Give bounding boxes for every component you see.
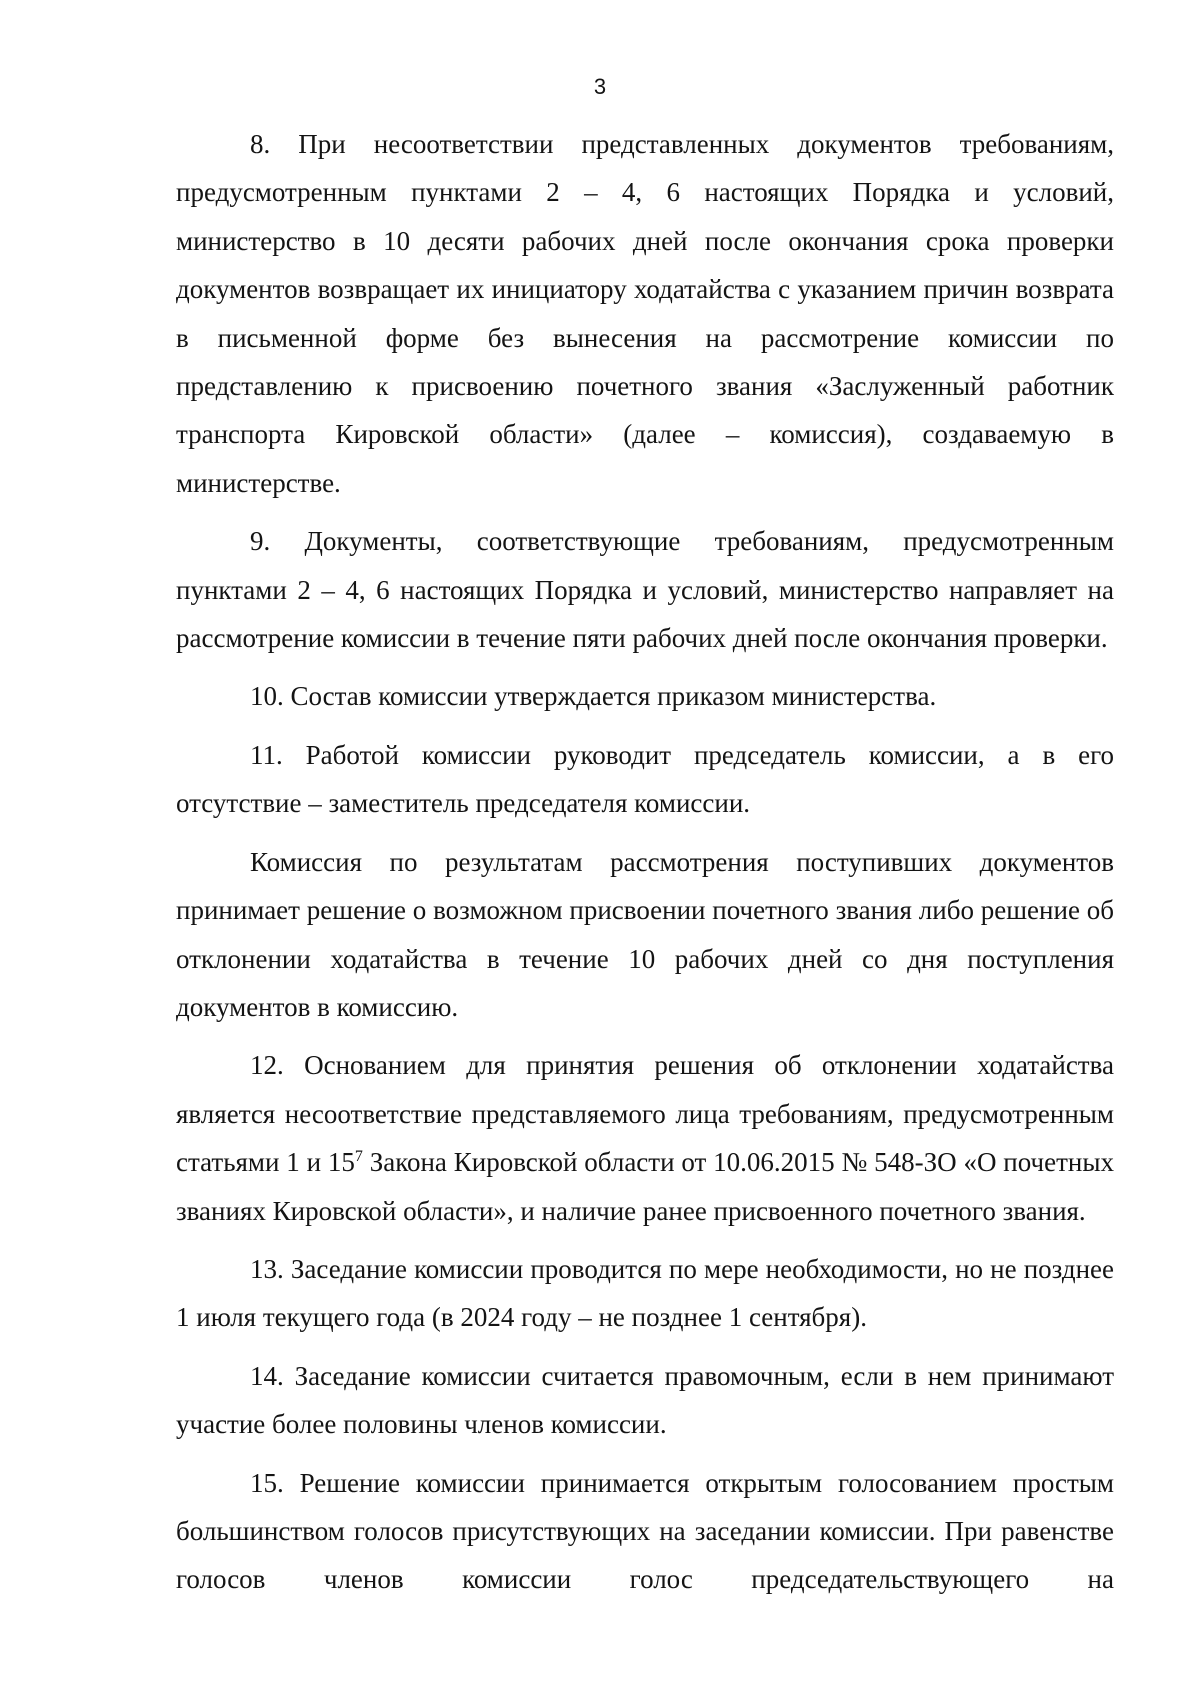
paragraph-9: 9. Документы, соответствующие требованиям, предусмотренным пунктами 2 – 4, 6 настоящих Порядка и условий, министерство направляет на рассмотрение комиссии в течение пяти рабочих дней после окончания проверки. [176,526,1114,654]
page-number: 3 [593,74,607,99]
article-superscript: 7 [354,1148,363,1166]
paragraph-12-text-end: Закона Кировской области от 10.06.2015 № 548-ЗО «О почетных званиях Кировской области», и наличие ранее присвоенного почетного звания. [176,1147,1114,1226]
document-body [176,120,1114,1614]
paragraph-12 [176,1041,1114,1235]
paragraph-11: 11. Работой комиссии руководит председатель комиссии, а в его отсутствие – заместитель председателя комиссии. [176,739,1114,819]
paragraph-15: 15. Решение комиссии принимается открытым голосованием простым большинством голосов присутствующих на заседании комиссии. При равенстве голосов членов комиссии голос председательствующего на [176,1467,1114,1595]
paragraph-12-text-start: 12. Основанием для принятия решения об отклонении ходатайства является несоответствие представляемого лица требованиям, предусмотренным статьями 1 и 15 [176,1050,1114,1178]
paragraph-8: 8. При несоответствии представленных документов требованиям, предусмотренным пунктами 2 – 4, 6 настоящих Порядка и условий, министерство в 10 десяти рабочих дней после окончания срока проверки документов возвращает их инициатору ходатайства с указанием причин возврата в письменной форме без вынесения на рассмотрение комиссии по представлению к присвоению почетного звания «Заслуженный работник транспорта Кировской области» (далее – комиссия), создаваемую в министерстве. [176,129,1114,498]
paragraph-14: 14. Заседание комиссии считается правомочным, если в нем принимают участие более половины членов комиссии. [176,1360,1114,1440]
paragraph-10: 10. Состав комиссии утверждается приказом министерства. [250,681,937,712]
paragraph-11-commission-decision: Комиссия по результатам рассмотрения поступивших документов принимает решение о возможном присвоении почетного звания либо решение об отклонении ходатайства в течение 10 рабочих дней со дня поступления документов в комиссию. [176,846,1114,1022]
paragraph-13: 13. Заседание комиссии проводится по мере необходимости, но не позднее 1 июля текущего года (в 2024 году – не позднее 1 сентября). [176,1253,1114,1333]
